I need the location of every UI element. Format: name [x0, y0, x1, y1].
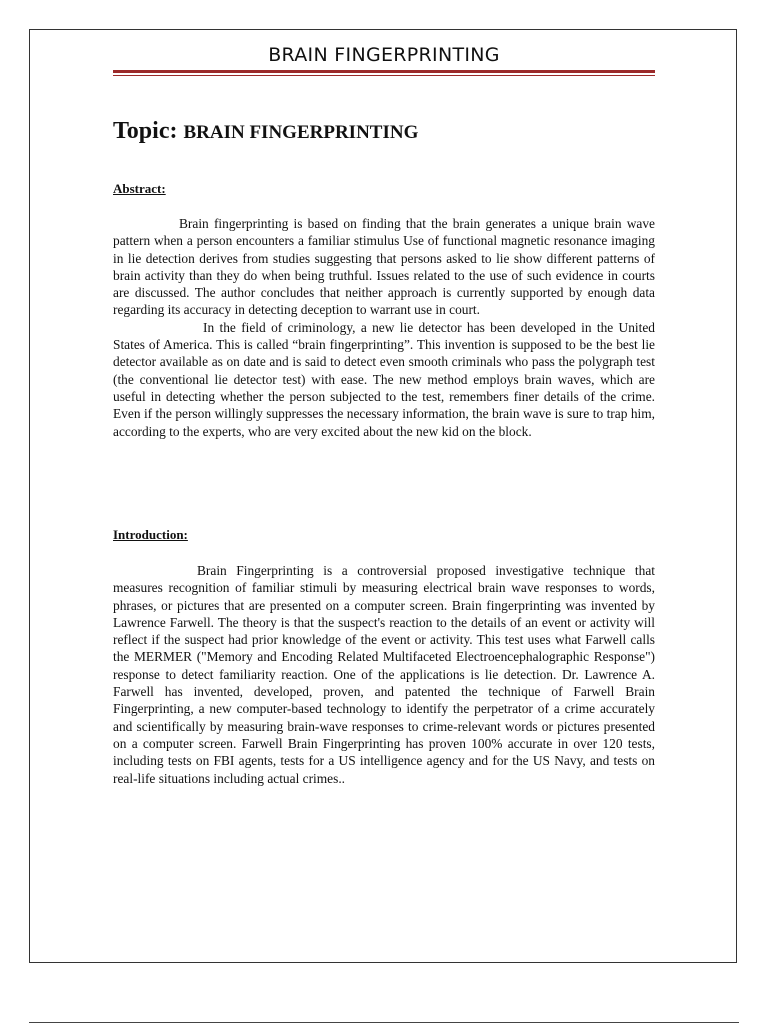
introduction-body [113, 562, 655, 787]
topic-value: BRAIN FINGERPRINTING [183, 122, 419, 143]
running-header: BRAIN FINGERPRINTING [268, 44, 500, 66]
next-page-border [29, 1022, 739, 1023]
abstract-body [113, 215, 655, 440]
topic-label: Topic: [113, 118, 178, 144]
abstract-paragraph-1: Brain fingerprinting is based on finding that the brain generates a unique brain wave pattern when a person encounters a familiar stimulus Use of functional magnetic resonance imaging in lie detection derives from studies suggesting that persons asked to lie show different patterns of brain activity than they do when being truthful. Issues related to the use of such evidence in courts are discussed. The author concludes that neither approach is currently supported by enough data regarding its accuracy in detecting deception to warrant use in court. [113, 216, 655, 318]
page-border [29, 29, 737, 963]
introduction-paragraph: Brain Fingerprinting is a controversial proposed investigative technique that measures recognition of familiar stimuli by measuring electrical brain wave responses to words, phrases, or pictures that are presented on a computer screen. Brain fingerprinting was invented by Lawrence Farwell. The theory is that the suspect's reaction to the details of an event or activity will reflect if the suspect had prior knowledge of the event or activity. This test uses what Farwell calls the MERMER ("Memory and Encoding Related Multifaceted Electroencephalographic Response") response to detect familiarity reaction. One of the applications is lie detection. Dr. Lawrence A. Farwell has invented, developed, proven, and patented the technique of Farwell Brain Fingerprinting, a new computer-based technology to identify the perpetrator of a crime accurately and scientifically by measuring brain-wave responses to crime-relevant words or pictures presented on a computer screen. Farwell Brain Fingerprinting has proven 100% accurate in over 120 tests, including tests on FBI agents, tests for a US intelligence agency and for the US Navy, and tests on real-life situations including actual crimes.. [113, 563, 655, 786]
topic-title [113, 118, 418, 145]
header-rule-thick [113, 70, 655, 73]
introduction-heading: Introduction: [113, 527, 188, 542]
header-rule-thin [113, 75, 655, 76]
abstract-paragraph-2: In the field of criminology, a new lie detector has been developed in the United States of America. This is called “brain fingerprinting”. This invention is supposed to be the best lie detector available as on date and is said to detect even smooth criminals who pass the polygraph test (the conventional lie detector test) with ease. The new method employs brain waves, which are useful in detecting whether the person subjected to the test, remembers finer details of the crime. Even if the person willingly suppresses the necessary information, the brain wave is sure to trap him, according to the experts, who are very excited about the new kid on the block. [113, 319, 655, 439]
abstract-heading: Abstract: [113, 181, 166, 196]
